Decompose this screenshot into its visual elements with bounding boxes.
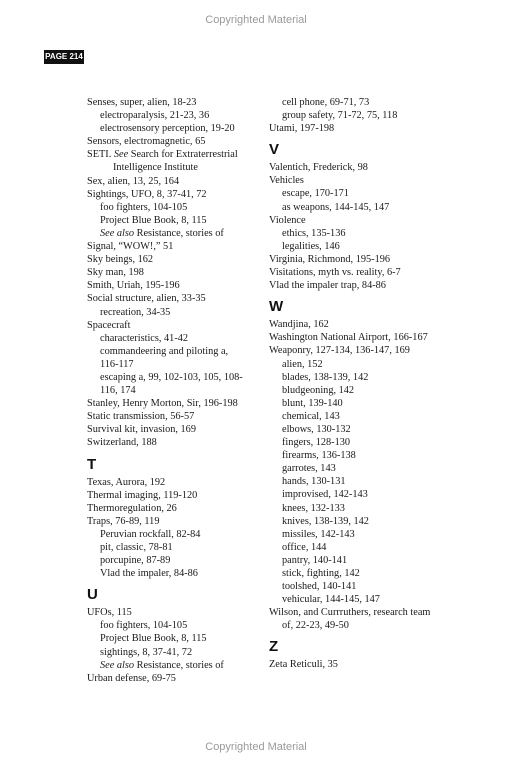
entry-text: SETI. [87,149,114,161]
index-subentry: escaping a, 99, 102-103, 105, 108- [100,371,243,383]
index-section-heading: T [87,455,97,473]
index-subentry: foo fighters, 104-105 [100,620,188,632]
index-subentry: office, 144 [282,541,327,553]
index-subentry: electroparalysis, 21-23, 36 [100,110,210,122]
index-subentry [87,659,252,672]
cross-reference-label: See also [100,227,135,239]
index-subentry: 116-117 [100,358,134,370]
index-entry: Sky beings, 162 [87,254,154,266]
index-entry: Sensors, electromagnetic, 65 [87,136,206,148]
index-subentry: blunt, 139-140 [282,397,343,409]
index-subentry: toolshed, 140-141 [282,581,357,593]
index-subentry: sightings, 8, 37-41, 72 [100,646,193,658]
index-subentry: Peruvian rockfall, 82-84 [100,528,201,540]
index-entry: Smith, Uriah, 195-196 [87,280,180,292]
index-entry: Senses, super, alien, 18-23 [87,97,197,108]
index-entry: Thermoregulation, 26 [87,502,177,514]
index-subentry: bludgeoning, 142 [282,384,355,396]
index-entry: Thermal imaging, 119-120 [87,489,198,501]
index-entry: Stanley, Henry Morton, Sir, 196-198 [87,398,238,410]
index-subentry: elbows, 130-132 [282,423,351,435]
index-subentry: 116, 174 [100,385,136,397]
index-subentry: knives, 138-139, 142 [282,515,369,527]
index-subentry: firearms, 136-138 [282,450,356,462]
index-entry: Valentich, Frederick, 98 [269,162,368,174]
index-entry: Washington National Airport, 166-167 [269,332,428,344]
index-subentry: of, 22-23, 49-50 [282,620,349,632]
copyright-watermark-top: Copyrighted Material [205,14,307,26]
index-entry: Zeta Reticuli, 35 [269,659,338,671]
index-subentry: as weapons, 144-145, 147 [282,201,390,213]
index-entry: Urban defense, 69-75 [87,672,176,684]
index-subentry: recreation, 34-35 [100,306,171,318]
index-subentry: foo fighters, 104-105 [100,201,188,213]
index-subentry: vehicular, 144-145, 147 [282,594,380,606]
index-subentry: electrosensory perception, 19-20 [100,123,235,135]
index-entry: Static transmission, 56-57 [87,411,195,423]
page-number-label: PAGE 214 [44,50,84,64]
index-subentry: improvised, 142-143 [282,489,368,501]
index-entry: UFOs, 115 [87,607,132,619]
index-entry [87,148,252,161]
index-entry: Texas, Aurora, 192 [87,476,166,488]
index-subentry: ethics, 135-136 [282,227,346,239]
index-entry: Vehicles [269,175,304,187]
cross-reference-label: See also [100,659,135,671]
index-entry: Virginia, Richmond, 195-196 [269,253,391,265]
index-subentry: Intelligence Institute [113,162,198,174]
index-subentry: chemical, 143 [282,410,340,422]
entry-text: Search for Extraterrestrial [128,149,238,161]
index-entry: Switzerland, 188 [87,437,157,449]
index-subentry: characteristics, 41-42 [100,332,189,344]
index-entry: Visitations, myth vs. reality, 6-7 [269,267,401,279]
index-section-heading: U [87,586,98,604]
index-subentry: pantry, 140-141 [282,554,348,566]
index-subentry: stick, fighting, 142 [282,568,360,579]
copyright-watermark-bottom: Copyrighted Material [205,741,307,753]
index-section-heading: V [269,141,280,159]
index-entry: Signal, “WOW!,” 51 [87,241,174,253]
index-subentry: Project Blue Book, 8, 115 [100,214,207,226]
index-entry: Utami, 197-198 [269,123,335,135]
index-column-right [269,96,434,672]
index-subentry: escape, 170-171 [282,188,349,200]
index-subentry: Project Blue Book, 8, 115 [100,633,207,645]
index-entry: Weaponry, 127-134, 136-147, 169 [269,345,410,357]
index-column-left [87,96,252,685]
index-entry: Violence [269,214,306,226]
index-entry: Sex, alien, 13, 25, 164 [87,175,180,187]
entry-text: Resistance, stories of [134,659,224,671]
index-subentry: porcupine, 87-89 [100,555,171,567]
index-entry: Sky man, 198 [87,267,144,279]
index-subentry: alien, 152 [282,358,323,370]
index-subentry: cell phone, 69-71, 73 [282,97,370,108]
index-subentry: garrotes, 143 [282,463,336,475]
index-subentry [87,227,252,240]
index-subentry: group safety, 71-72, 75, 118 [282,110,398,122]
index-section-heading: W [269,298,284,316]
index-subentry: knees, 132-133 [282,502,345,514]
cross-reference-label: See [113,149,129,161]
index-subentry: missiles, 142-143 [282,528,355,540]
index-entry: Wilson, and Currruthers, research team [269,607,431,619]
index-subentry: legalities, 146 [282,240,340,252]
index-subentry: hands, 130-131 [282,476,346,488]
index-subentry: blades, 138-139, 142 [282,371,369,383]
index-subentry: fingers, 128-130 [282,437,351,449]
index-entry: Spacecraft [87,319,131,331]
index-entry: Social structure, alien, 33-35 [87,293,206,305]
index-entry: Traps, 76-89, 119 [87,515,160,527]
index-entry: Sightings, UFO, 8, 37-41, 72 [87,188,207,200]
index-subentry: pit, classic, 78-81 [100,542,173,553]
index-subentry: commandeering and piloting a, [100,345,229,357]
entry-text: Resistance, stories of [134,227,224,239]
index-entry: Vlad the impaler trap, 84-86 [269,280,386,292]
index-section-heading: Z [269,638,279,656]
index-entry: Survival kit, invasion, 169 [87,424,196,436]
index-entry: Wandjina, 162 [269,319,329,331]
index-subentry: Vlad the impaler, 84-86 [100,568,198,580]
